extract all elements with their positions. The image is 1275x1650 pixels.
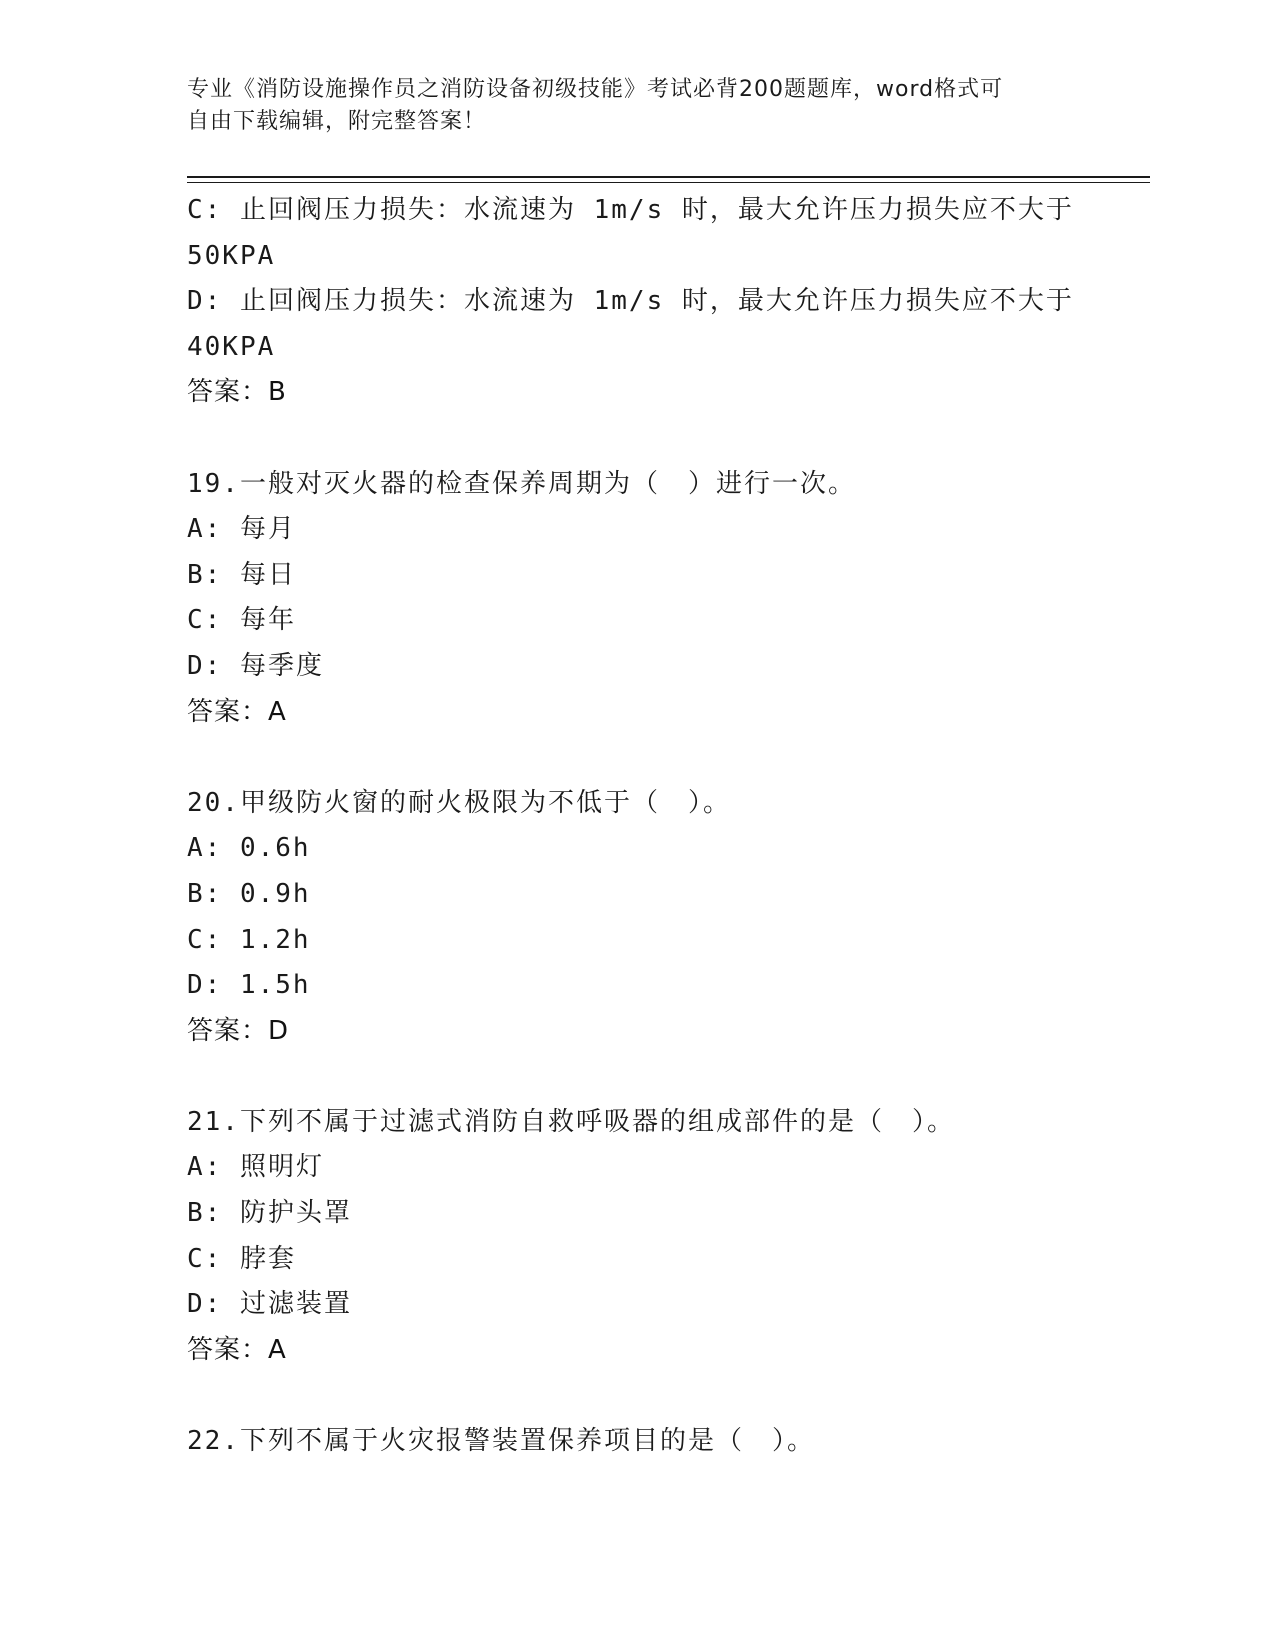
option-c-line-1: C: 止回阀压力损失：水流速为 1m/s 时，最大允许压力损失应不大于 bbox=[187, 195, 1074, 225]
spacer bbox=[187, 1054, 1087, 1100]
question-stem: 22.下列不属于火灾报警装置保养项目的是（ ）。 bbox=[187, 1426, 815, 1457]
option-a: A: 照明灯 bbox=[187, 1152, 324, 1183]
spacer bbox=[187, 1373, 1087, 1419]
answer-label: 答案：D bbox=[187, 1015, 290, 1046]
question-20 bbox=[187, 781, 1087, 1055]
question-22 bbox=[187, 1419, 1087, 1465]
question-list bbox=[187, 188, 1087, 1465]
answer-label: 答案：A bbox=[187, 1334, 287, 1365]
option-b: B: 0.9h bbox=[187, 878, 311, 909]
option-d-line-1: D: 止回阀压力损失：水流速为 1m/s 时，最大允许压力损失应不大于 bbox=[187, 286, 1074, 317]
option-d: D: 每季度 bbox=[187, 650, 324, 681]
header-title-line-1: 专业《消防设施操作员之消防设备初级技能》考试必背200题题库，word格式可 bbox=[187, 77, 1004, 102]
option-b: B: 每日 bbox=[187, 559, 296, 590]
header-divider-thick bbox=[187, 176, 1150, 178]
option-c: C: 每年 bbox=[187, 605, 296, 636]
answer-label: 答案：A bbox=[187, 696, 287, 727]
option-c-line-2: 50KPA bbox=[187, 240, 276, 271]
question-stem: 21.下列不属于过滤式消防自救呼吸器的组成部件的是（ ）。 bbox=[187, 1106, 955, 1137]
document-header bbox=[187, 74, 1067, 138]
option-d-line-2: 40KPA bbox=[187, 331, 276, 362]
spacer bbox=[187, 416, 1087, 462]
question-19 bbox=[187, 462, 1087, 736]
question-18-continued bbox=[187, 188, 1087, 416]
question-stem: 20.甲级防火窗的耐火极限为不低于（ ）。 bbox=[187, 787, 731, 818]
option-c: C: 1.2h bbox=[187, 924, 311, 955]
option-c: C: 脖套 bbox=[187, 1243, 296, 1274]
header-title-line-2: 自由下载编辑，附完整答案！ bbox=[187, 109, 487, 134]
answer-label: 答案：B bbox=[187, 377, 287, 408]
option-d: D: 过滤装置 bbox=[187, 1289, 352, 1320]
spacer bbox=[187, 735, 1087, 781]
question-stem: 19.一般对灭火器的检查保养周期为（ ）进行一次。 bbox=[187, 468, 856, 499]
question-21 bbox=[187, 1100, 1087, 1374]
option-a: A: 每月 bbox=[187, 514, 296, 545]
option-d: D: 1.5h bbox=[187, 970, 311, 1001]
option-a: A: 0.6h bbox=[187, 833, 311, 864]
header-divider-thin bbox=[187, 182, 1150, 183]
option-b: B: 防护头罩 bbox=[187, 1198, 352, 1229]
